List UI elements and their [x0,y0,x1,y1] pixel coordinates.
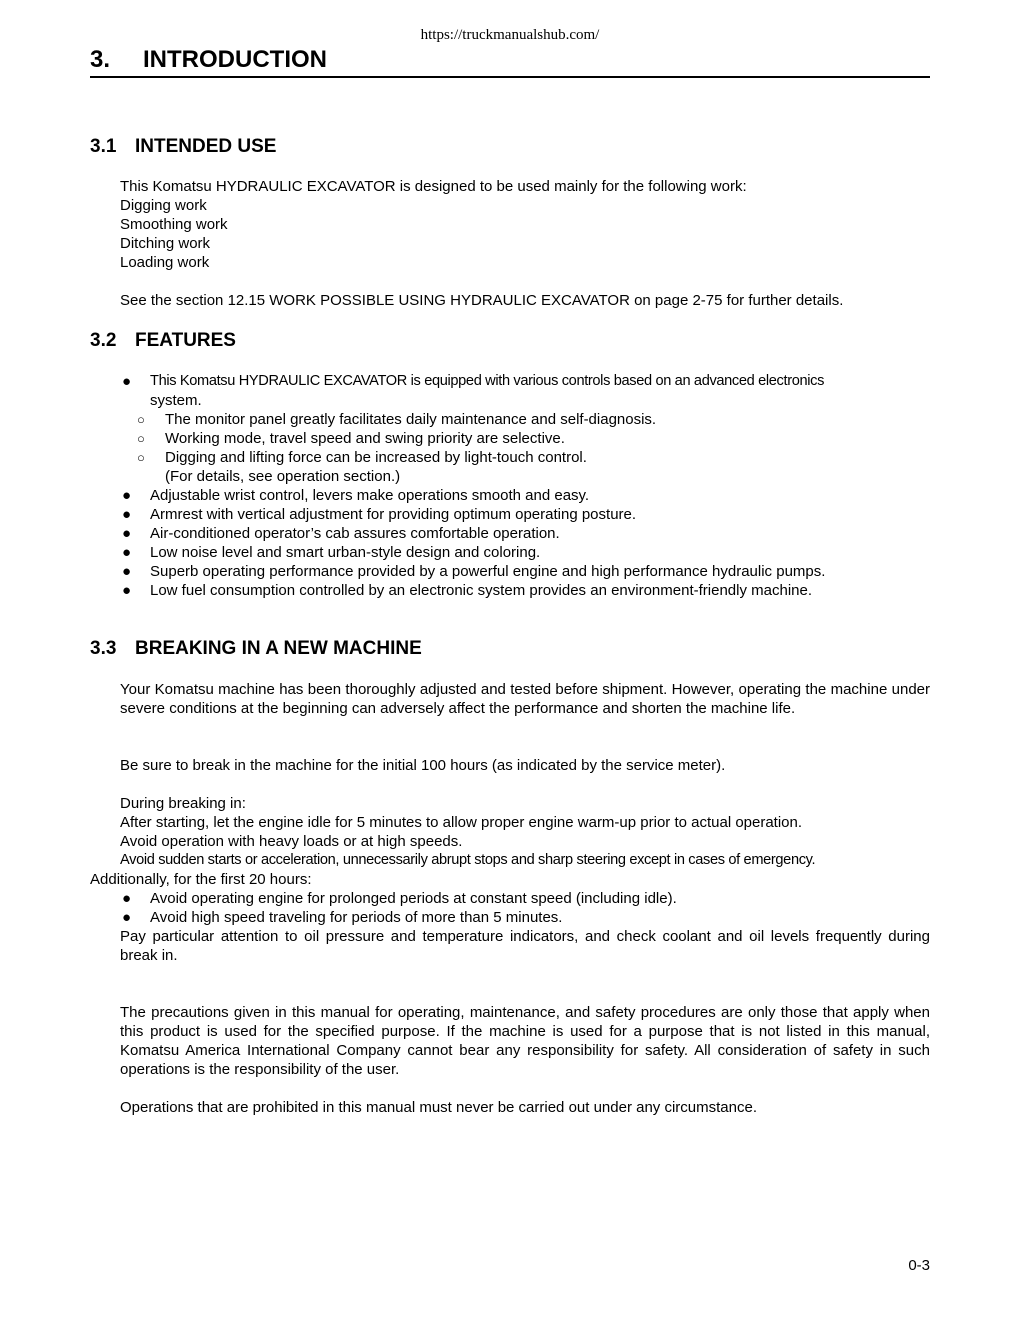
feature-sub-item: Working mode, travel speed and swing priority are selective. [165,430,565,447]
first-hours-bullet: Avoid high speed traveling for periods of more than 5 minutes. [150,909,563,926]
feature-bullet-text: Armrest with vertical adjustment for providing optimum operating posture. [150,506,637,523]
feature-bullet-text: Adjustable wrist control, levers make operations smooth and easy. [150,487,590,504]
bullet-icon: ● [122,909,132,926]
work-item: Ditching work [120,235,211,252]
bullet-icon: ● [122,890,132,907]
section-number: 3.2 [90,330,117,351]
feature-bullet-text: Air-conditioned operator’s cab assures comfortable operation. [150,525,560,542]
feature-sub-item-continued: (For details, see operation section.) [165,468,401,485]
bullet-icon: ● [122,582,132,599]
prohibited-operations-note: Operations that are prohibited in this manual must never be carried out under any circumstance. [120,1099,758,1116]
feature-bullet-text: Superb operating performance provided by a powerful engine and high performance hydraulic pumps. [150,563,826,580]
chapter-heading [90,46,930,78]
bullet-icon: ● [122,487,132,504]
feature-sub-item: The monitor panel greatly facilitates daily maintenance and self-diagnosis. [165,411,657,428]
feature-bullet-text: system. [150,392,202,409]
breaking-in-instruction: Avoid operation with heavy loads or at high speeds. [120,833,463,850]
feature-sub-item: Digging and lifting force can be increased by light-touch control. [165,449,587,466]
circle-bullet-icon: ○ [137,412,145,427]
chapter-title: INTRODUCTION [143,46,327,73]
first-hours-bullet: Avoid operating engine for prolonged periods at constant speed (including idle). [150,890,677,907]
work-item: Loading work [120,254,210,271]
section-number: 3.1 [90,136,117,157]
bullet-icon: ● [122,544,132,561]
feature-bullet-text: Low noise level and smart urban-style design and coloring. [150,544,541,561]
see-section-note: See the section 12.15 WORK POSSIBLE USING HYDRAULIC EXCAVATOR on page 2-75 for further details. [120,292,844,309]
precautions-paragraph: The precautions given in this manual for operating, maintenance, and safety procedures are only those that apply when this product is used for the specified purpose. If the machine is used for a purpose that is not listed in this manual, Komatsu America International Company cannot bear any responsibility for safety. All consideration of safety in such operations is the responsibility of the user. [120,1004,930,1078]
indicators-paragraph: Pay particular attention to oil pressure and temperature indicators, and check coolant and oil levels frequently during break in. [120,928,930,964]
circle-bullet-icon: ○ [137,431,145,446]
break-in-hours-note: Be sure to break in the machine for the initial 100 hours (as indicated by the service meter). [120,757,726,774]
header-url[interactable]: https://truckmanualshub.com/ [420,27,600,43]
page-number: 0-3 [908,1257,930,1274]
work-item: Smoothing work [120,216,228,233]
bullet-icon: ● [122,506,132,523]
chapter-number: 3. [90,46,111,73]
section-title: FEATURES [135,330,236,351]
circle-bullet-icon: ○ [137,450,145,465]
bullet-icon: ● [122,373,132,390]
during-breaking-in-label: During breaking in: [120,795,246,812]
bullet-icon: ● [122,563,132,580]
work-item: Digging work [120,197,207,214]
section-number: 3.3 [90,638,117,659]
breaking-in-instruction: After starting, let the engine idle for 5 minutes to allow proper engine warm-up prior to actual operation. [120,814,803,831]
section-title: BREAKING IN A NEW MACHINE [135,638,422,659]
bullet-icon: ● [122,525,132,542]
additionally-label: Additionally, for the first 20 hours: [90,871,312,888]
feature-bullet-text: Low fuel consumption controlled by an electronic system provides an environment-friendly machine. [150,582,812,599]
section-title: INTENDED USE [135,136,277,157]
breaking-in-instruction: Avoid sudden starts or acceleration, unnecessarily abrupt stops and sharp steering except in cases of emergency. [120,852,816,868]
intended-use-intro: This Komatsu HYDRAULIC EXCAVATOR is designed to be used mainly for the following work: [120,178,747,195]
feature-bullet-text: This Komatsu HYDRAULIC EXCAVATOR is equipped with various controls based on an advanced electronics [150,373,825,389]
breaking-in-paragraph: Your Komatsu machine has been thoroughly adjusted and tested before shipment. However, operating the machine under severe conditions at the beginning can adversely affect the performance and shorten the machine life. [120,681,930,717]
